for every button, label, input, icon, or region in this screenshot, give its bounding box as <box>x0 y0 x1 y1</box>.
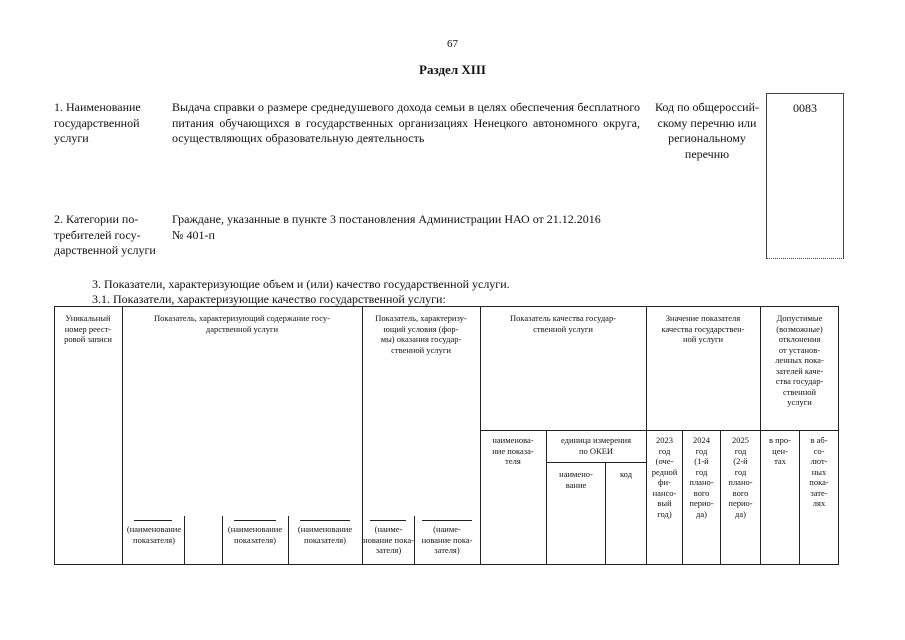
content-subcolumn-1: (наименование показателя) <box>126 524 182 545</box>
consumer-category-text: Граждане, указанные в пункте 3 постановления Администрации НАО от 21.12.2016 № 401-п <box>172 212 601 242</box>
header-conditions-indicator: Показатель, характеризу- ющий условия (фор- мы) оказания государ- ственной услуги <box>375 313 467 355</box>
header-year-2024: 2024 год (1-й год плано- вого перио- да) <box>689 435 714 519</box>
section-3-1-heading: 3.1. Показатели, характеризующие качество государственной услуги: <box>92 292 446 306</box>
header-okei-unit: единица измерения по ОКЕИ <box>560 435 632 456</box>
content-subcolumn-2: (наименование показателя) <box>227 524 283 545</box>
header-indicator-value: Значение показателя качества государствен- ной услуги <box>661 313 745 344</box>
header-content-indicator: Показатель, характеризующий содержание госу- дарственной услуги <box>154 313 330 334</box>
header-allowed-deviation: Допустимые (возможные) отклонения от установ- ленных пока- зателей каче- ства государ- ственной услуги <box>775 313 824 407</box>
code-value: 0083 <box>793 101 817 115</box>
page-number: 67 <box>447 38 458 50</box>
content-subcolumn-3: (наименование показателя) <box>297 524 353 545</box>
service-name-text: Выдача справки о размере среднедушевого дохода семьи в целях обеспечения бесплатного питания обучающихся в государственных организациях Ненецкого автономного округа, осуществляющих образовательную деятельность <box>172 100 640 145</box>
header-indicator-name: наименова- ние показа- теля <box>492 435 534 466</box>
header-deviation-percent: в про- цен- тах <box>768 435 792 466</box>
header-unique-number: Уникальный номер реест- ровой записи <box>64 313 112 344</box>
header-unit-name: наимено- вание <box>559 469 593 490</box>
section-title: Раздел XIII <box>419 62 486 77</box>
conditions-subcolumn-2: (наиме- нование пока- зателя) <box>421 524 473 555</box>
header-deviation-absolute: в аб- со- лют- ных пока- зате- лях <box>809 435 829 508</box>
conditions-subcolumn-1: (наиме- нование пока- зателя) <box>363 524 414 555</box>
header-year-2023: 2023 год (оче- редной фи- нансо- вый год) <box>651 435 678 519</box>
code-label: Код по общероссий- скому перечню или региональному перечню <box>654 100 760 161</box>
quality-indicators-table <box>54 306 839 565</box>
section-3-heading: 3. Показатели, характеризующие объем и (или) качество государственной услуги. <box>92 277 510 291</box>
header-quality-indicator: Показатель качества государ- ственной услуги <box>509 313 617 334</box>
code-box <box>766 93 844 259</box>
consumer-category-label: 2. Категории по- требителей госу- дарственной услуги <box>54 212 156 257</box>
service-name-label: 1. Наименование государственной услуги <box>54 100 141 145</box>
header-unit-code: код <box>619 469 633 479</box>
header-year-2025: 2025 год (2-й год плано- вого перио- да) <box>728 435 753 519</box>
